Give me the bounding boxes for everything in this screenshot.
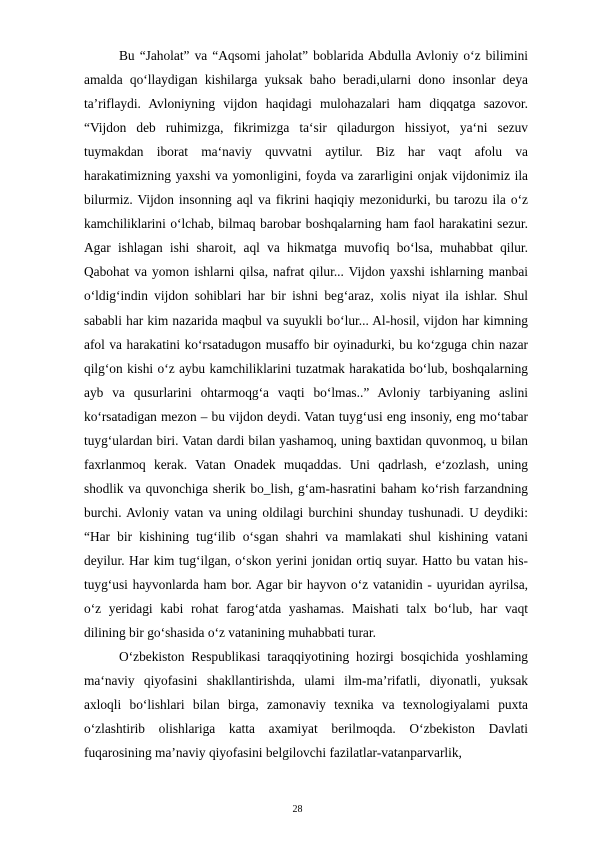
paragraph-uzbekistan-youth: O‘zbekiston Respublikasi taraqqiyotining hozirgi bosqichida yoshlaming ma‘naviy qiyofasini shakllantirishda, ulami ilm-ma’rifatli, diyonatli, yuksak axloqli bo‘lishlari bilan birga, zamonaviy texnika va texnologiyalami puxta o‘zlashtirib olishlariga katta axamiyat berilmoqda. O‘zbekiston Davlati fuqarosining ma’naviy qiyofasini belgilovchi fazilatlar-vatanparvarlik, <box>84 649 528 761</box>
body-text <box>84 44 528 765</box>
page-number: 28 <box>292 804 303 815</box>
paragraph-avloniy-vijdon: Bu “Jaholat” va “Aqsomi jaholat” boblarida Abdulla Avloniy o‘z bilimini amalda qo‘llaydigan kishilarga yuksak baho beradi,ularni dono insonlar deya ta’riflaydi. Avloniyning vijdon haqidagi mulohazalari ham diqqatga sazovor. “Vijdon deb ruhimizga, fikrimizga ta‘sir qiladurgon hissiyot, ya‘ni sezuv tuymakdan iborat ma‘naviy quvvatni aytilur. Biz har vaqt afolu va harakatimizning yaxshi va yomonligini, foyda va zararligini onjak vijdonimiz ila bilurmiz. Vijdon insonning aql va fikrini haqiqiy mezonidurki, bu tarozu ila o‘z kamchiliklarini o‘lchab, bilmaq barobar boshqalarning ham faol harakatini sezur. Agar ishlagan ishi sharoit, aql va hikmatga muvofiq bo‘lsa, muhabbat qilur. Qabohat va yomon ishlarni qilsa, nafrat qilur... Vijdon yaxshi ishlarning manbai o‘ldig‘indin vijdon sohiblari har bir ishni beg‘araz, xolis niyat ila ishlar. Shul sababli har kim nazarida maqbul va suyukli bo‘lur... Al-hosil, vijdon har kimning afol va harakatini ko‘rsatadugon musaffo bir oyinadurki, bu ko‘zguga chin nazar qilg‘on kishi o‘z aybu kamchiliklarini tuzatmak harakatida bo‘lub, boshqalarning ayb va qusurlarini ohtarmoqg‘a vaqti bo‘lmas..” Avloniy tarbiyaning aslini ko‘rsatadigan mezon – bu vijdon deydi. Vatan tuyg‘usi eng insoniy, eng mo‘tabar tuyg‘ulardan biri. Vatan dardi bilan yashamoq, uning baxtidan quvonmoq, u bilan faxrlanmoq kerak. Vatan Onadek muqaddas. Uni qadrlash, e‘zozlash, uning shodlik va quvonchiga sherik bo_lish, g‘am-hasratini baham ko‘rish farzandning burchi. Avloniy vatan va uning oldilagi burchini shunday tushunadi. U deydiki: “Har bir kishining tug‘ilib o‘sgan shahri va mamlakati shul kishining vatani deyilur. Har kim tug‘ilgan, o‘skon yerini jonidan ortiq suyar. Hatto bu vatan his-tuyg‘usi hayvonlarda ham bor. Agar bir hayvon o‘z vatanidin - uyuridan ayrilsa, o‘z yeridagi kabi rohat farog‘atda yashamas. Maishati talx bo‘lub, har vaqt dilining bir go‘shasida o‘z vatanining muhabbati turar. <box>84 48 528 641</box>
